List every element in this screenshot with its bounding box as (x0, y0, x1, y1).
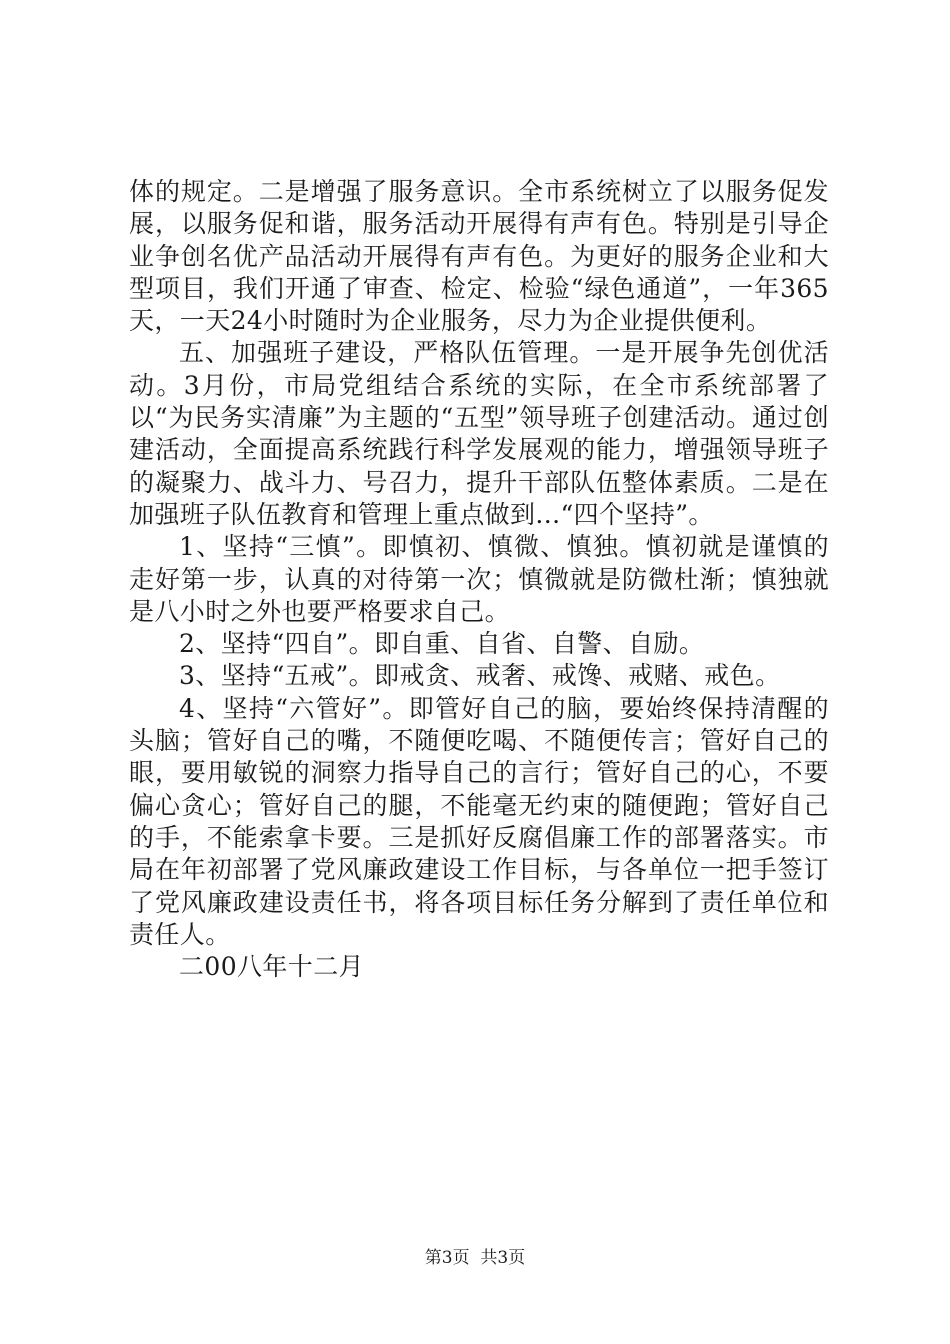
page-footer (0, 1243, 950, 1268)
paragraph-three-prudence: 1、坚持“三慎”。即慎初、慎微、慎独。慎初就是谨慎的走好第一步，认真的对待第一次；慎微就是防微杜渐；慎独就是八小时之外也要严格要求自己。 (129, 532, 829, 626)
paragraph-service-awareness: 体的规定。二是增强了服务意识。全市系统树立了以服务促发展，以服务促和谐，服务活动开展得有声有色。特别是引导企业争创名优产品活动开展得有声有色。为更好的服务企业和大型项目，我们开通了审查、检定、检验“绿色通道”，一年365天，一天24小时随时为企业服务，尽力为企业提供便利。 (129, 177, 829, 336)
paragraph-team-building: 五、加强班子建设，严格队伍管理。一是开展争先创优活动。3月份，市局党组结合系统的实际，在全市系统部署了以“为民务实清廉”为主题的“五型”领导班子创建活动。通过创建活动，全面提高系统践行科学发展观的能力，增强领导班子的凝聚力、战斗力、号召力，提升干部队伍整体素质。二是在加强班子队伍教育和管理上重点做到...“四个坚持”。 (129, 338, 829, 529)
page-total: 共3页 (480, 1248, 526, 1268)
paragraph-four-self: 2、坚持“四自”。即自重、自省、自警、自励。 (179, 629, 705, 659)
footer-separator (470, 1248, 481, 1268)
paragraph-six-manage: 4、坚持“六管好”。即管好自己的脑，要始终保持清醒的头脑；管好自己的嘴，不随便吃喝、不随便传言；管好自己的眼，要用敏锐的洞察力指导自己的言行；管好自己的心，不要偏心贪心；管好自己的腿，不能毫无约束的随便跑；管好自己的手，不能索拿卡要。三是抓好反腐倡廉工作的部署落实。市局在年初部署了党风廉政建设工作目标，与各单位一把手签订了党风廉政建设责任书，将各项目标任务分解到了责任单位和责任人。 (129, 693, 829, 949)
page-number: 第3页 (424, 1248, 470, 1268)
document-date: 二00八年十二月 (179, 952, 365, 982)
paragraph-five-abstain: 3、坚持“五戒”。即戒贪、戒奢、戒馋、戒赌、戒色。 (179, 661, 781, 691)
document-body (129, 176, 829, 983)
